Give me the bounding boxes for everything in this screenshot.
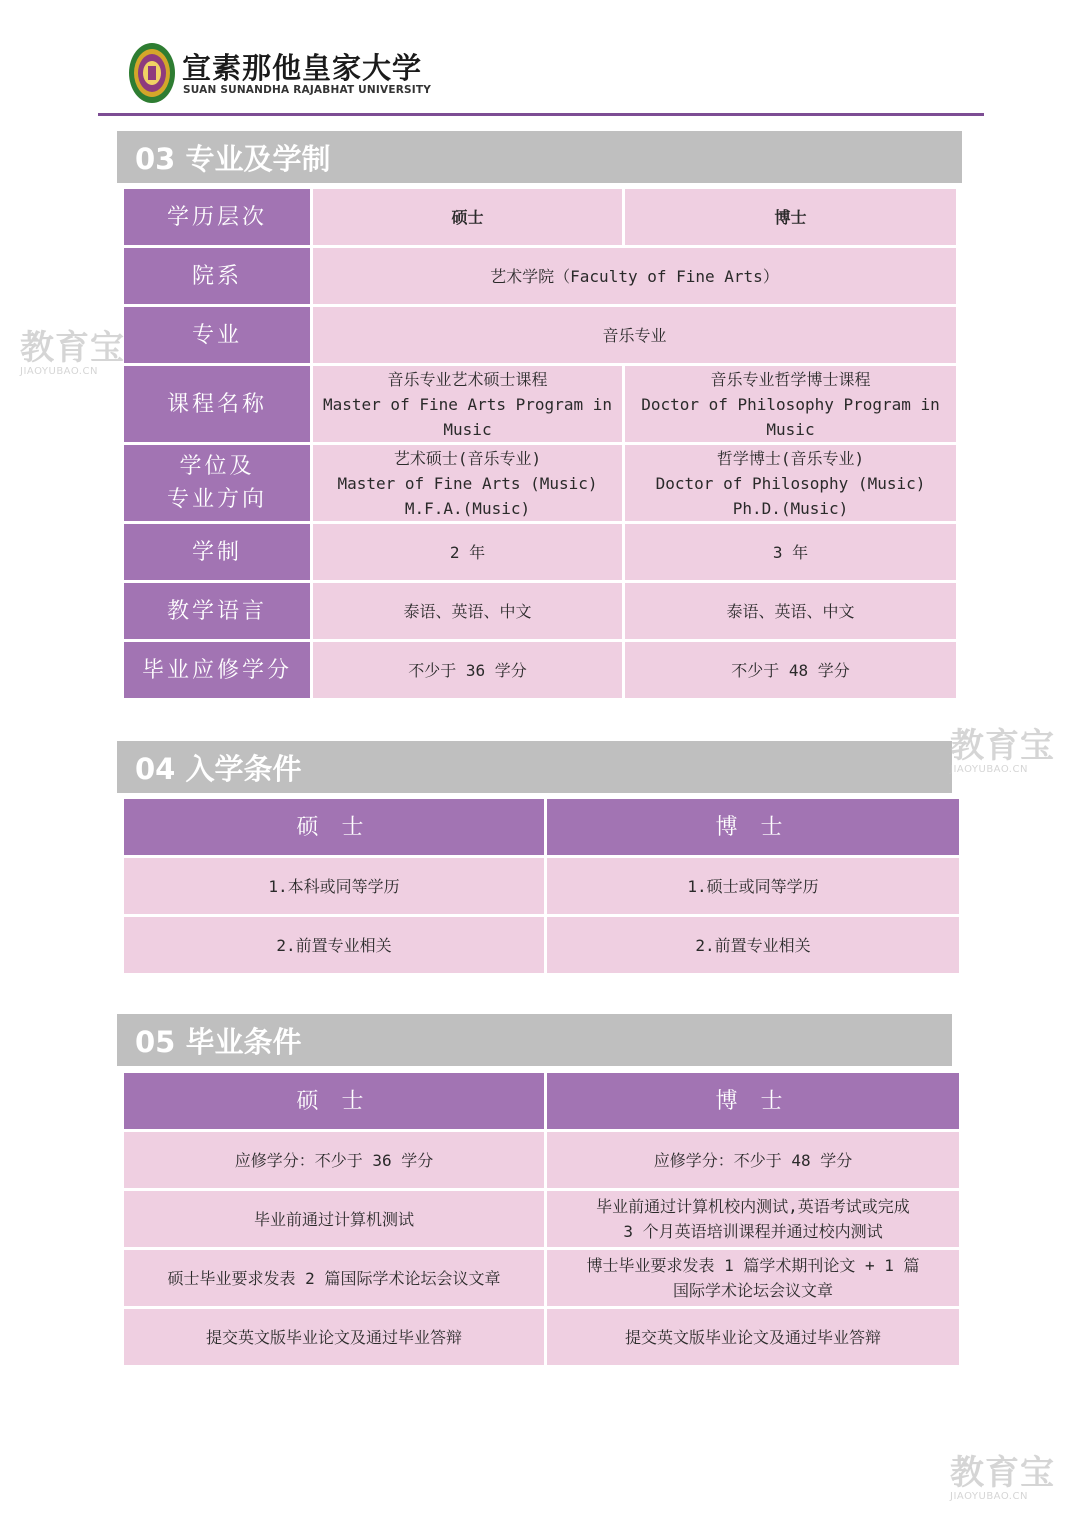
watermark: [950, 1455, 1055, 1503]
table-row: [124, 1191, 959, 1247]
row-label: 院系: [124, 248, 310, 304]
watermark: [950, 728, 1055, 776]
doctor-cell-text: Ph.D.(Music): [732, 498, 849, 518]
section-05-title: 05 毕业条件: [135, 1025, 302, 1059]
table-row: [124, 366, 956, 442]
master-cell: [313, 642, 622, 698]
doctor-cell-text: Doctor of Philosophy Program in Music: [641, 394, 940, 439]
watermark-en: JIAOYUBAO.CN: [950, 1491, 1028, 1502]
section-04-title: 04 入学条件: [135, 752, 302, 786]
doctor-cell: [547, 1191, 959, 1247]
admission-table: [121, 796, 962, 976]
doctor-cell: [625, 445, 956, 521]
watermark-cn: 教育宝: [950, 1453, 1055, 1493]
master-cell-text: 不少于 36 学分: [408, 660, 527, 680]
master-cell: [313, 366, 622, 442]
table-row: [124, 445, 956, 521]
watermark-en: JIAOYUBAO.CN: [20, 366, 98, 377]
section-05-bar: [117, 1014, 952, 1066]
section-03-title: 03 专业及学制: [135, 142, 331, 176]
doctor-cell: [625, 583, 956, 639]
row-label: 学历层次: [124, 189, 310, 245]
doctor-cell: [625, 642, 956, 698]
doctor-cell-text: 3 年: [772, 542, 809, 562]
master-cell-text: Master of Fine Arts Program in Music: [323, 394, 612, 439]
table-row: [124, 1250, 959, 1306]
master-cell-text: 毕业前通过计算机测试: [253, 1209, 414, 1229]
doctor-header: 博 士: [547, 1073, 959, 1129]
master-cell: 2.前置专业相关: [124, 917, 544, 973]
doctor-cell: [547, 1309, 959, 1365]
row-label: 学制: [124, 524, 310, 580]
master-cell: [124, 1309, 544, 1365]
university-name-en: SUAN SUNANDHA RAJABHAT UNIVERSITY: [183, 84, 432, 96]
table-row: [124, 248, 956, 304]
header-row: [124, 799, 959, 855]
row-label: 毕业应修学分: [124, 642, 310, 698]
merged-cell: [313, 248, 956, 304]
master-cell-text: 艺术硕士(音乐专业): [393, 448, 542, 468]
watermark-cn: 教育宝: [950, 726, 1055, 766]
master-cell: [313, 524, 622, 580]
doctor-header: 博 士: [547, 799, 959, 855]
doctor-cell-text: Doctor of Philosophy (Music): [655, 473, 926, 493]
table-row: [124, 307, 956, 363]
master-cell-text: Master of Fine Arts (Music): [337, 473, 598, 493]
section-03-bar: [117, 131, 962, 183]
master-header: 硕 士: [124, 799, 544, 855]
master-cell-text: 音乐专业艺术硕士课程: [387, 369, 548, 389]
doctor-cell: 2.前置专业相关: [547, 917, 959, 973]
doctor-cell-text: 博士: [774, 207, 807, 227]
master-cell: [124, 1132, 544, 1188]
doctor-cell-text: 音乐专业哲学博士课程: [710, 369, 871, 389]
doctor-cell-text: 哲学博士(音乐专业): [716, 448, 865, 468]
master-cell-text: 泰语、英语、中文: [403, 601, 532, 621]
watermark-en: JIAOYUBAO.CN: [950, 764, 1028, 775]
header-row: [124, 1073, 959, 1129]
table-row: [124, 1309, 959, 1365]
watermark-cn: 教育宝: [20, 328, 125, 368]
row-label: [124, 445, 310, 521]
row-label: 教学语言: [124, 583, 310, 639]
table-row: [124, 189, 956, 245]
doctor-cell-text: 博士毕业要求发表 1 篇学术期刊论文 + 1 篇: [586, 1256, 920, 1275]
master-cell-text: 硕士: [451, 207, 484, 227]
table-row: [124, 917, 959, 973]
master-cell-text: M.F.A.(Music): [404, 498, 531, 518]
row-label-text: 学位及: [179, 454, 255, 479]
row-label: 课程名称: [124, 366, 310, 442]
master-cell: [313, 445, 622, 521]
university-name-cn: 宣素那他皇家大学: [182, 51, 423, 85]
table-row: [124, 858, 959, 914]
row-label: 专业: [124, 307, 310, 363]
master-cell: 1.本科或同等学历: [124, 858, 544, 914]
doctor-cell-text: 毕业前通过计算机校内测试,英语考试或完成: [596, 1197, 910, 1216]
master-cell: [124, 1191, 544, 1247]
doctor-cell: [625, 524, 956, 580]
table-row: [124, 642, 956, 698]
doctor-cell: [625, 189, 956, 245]
merged-cell: [313, 307, 956, 363]
doctor-cell-text: 国际学术论坛会议文章: [672, 1281, 833, 1300]
doctor-cell-text: 提交英文版毕业论文及通过毕业答辩: [624, 1327, 881, 1347]
master-cell-text: 提交英文版毕业论文及通过毕业答辩: [205, 1327, 462, 1347]
doctor-cell-text: 泰语、英语、中文: [726, 601, 855, 621]
header-divider: [98, 113, 984, 116]
master-header: 硕 士: [124, 1073, 544, 1129]
university-seal-icon: [128, 42, 176, 104]
doctor-cell-text: 不少于 48 学分: [731, 660, 850, 680]
master-cell-text: 硕士毕业要求发表 2 篇国际学术论坛会议文章: [167, 1268, 501, 1288]
doctor-cell: 1.硕士或同等学历: [547, 858, 959, 914]
table-row: [124, 1132, 959, 1188]
row-label-text: 专业方向: [166, 487, 267, 512]
watermark: [20, 330, 125, 378]
master-cell-text: 应修学分：不少于 36 学分: [234, 1150, 434, 1170]
section-04-bar: [117, 741, 952, 793]
graduation-table: [121, 1070, 962, 1368]
master-cell-text: 2 年: [449, 542, 486, 562]
master-cell: [313, 583, 622, 639]
program-table: [121, 186, 959, 701]
table-row: [124, 524, 956, 580]
master-cell: [313, 189, 622, 245]
doctor-cell: [625, 366, 956, 442]
master-cell: [124, 1250, 544, 1306]
doctor-cell: [547, 1132, 959, 1188]
doctor-cell-text: 3 个月英语培训课程并通过校内测试: [623, 1222, 883, 1241]
merged-cell-text: 音乐专业: [602, 325, 667, 345]
doctor-cell-text: 应修学分：不少于 48 学分: [653, 1150, 853, 1170]
doctor-cell: [547, 1250, 959, 1306]
table-row: [124, 583, 956, 639]
merged-cell-text: 艺术学院（Faculty of Fine Arts）: [490, 266, 779, 286]
